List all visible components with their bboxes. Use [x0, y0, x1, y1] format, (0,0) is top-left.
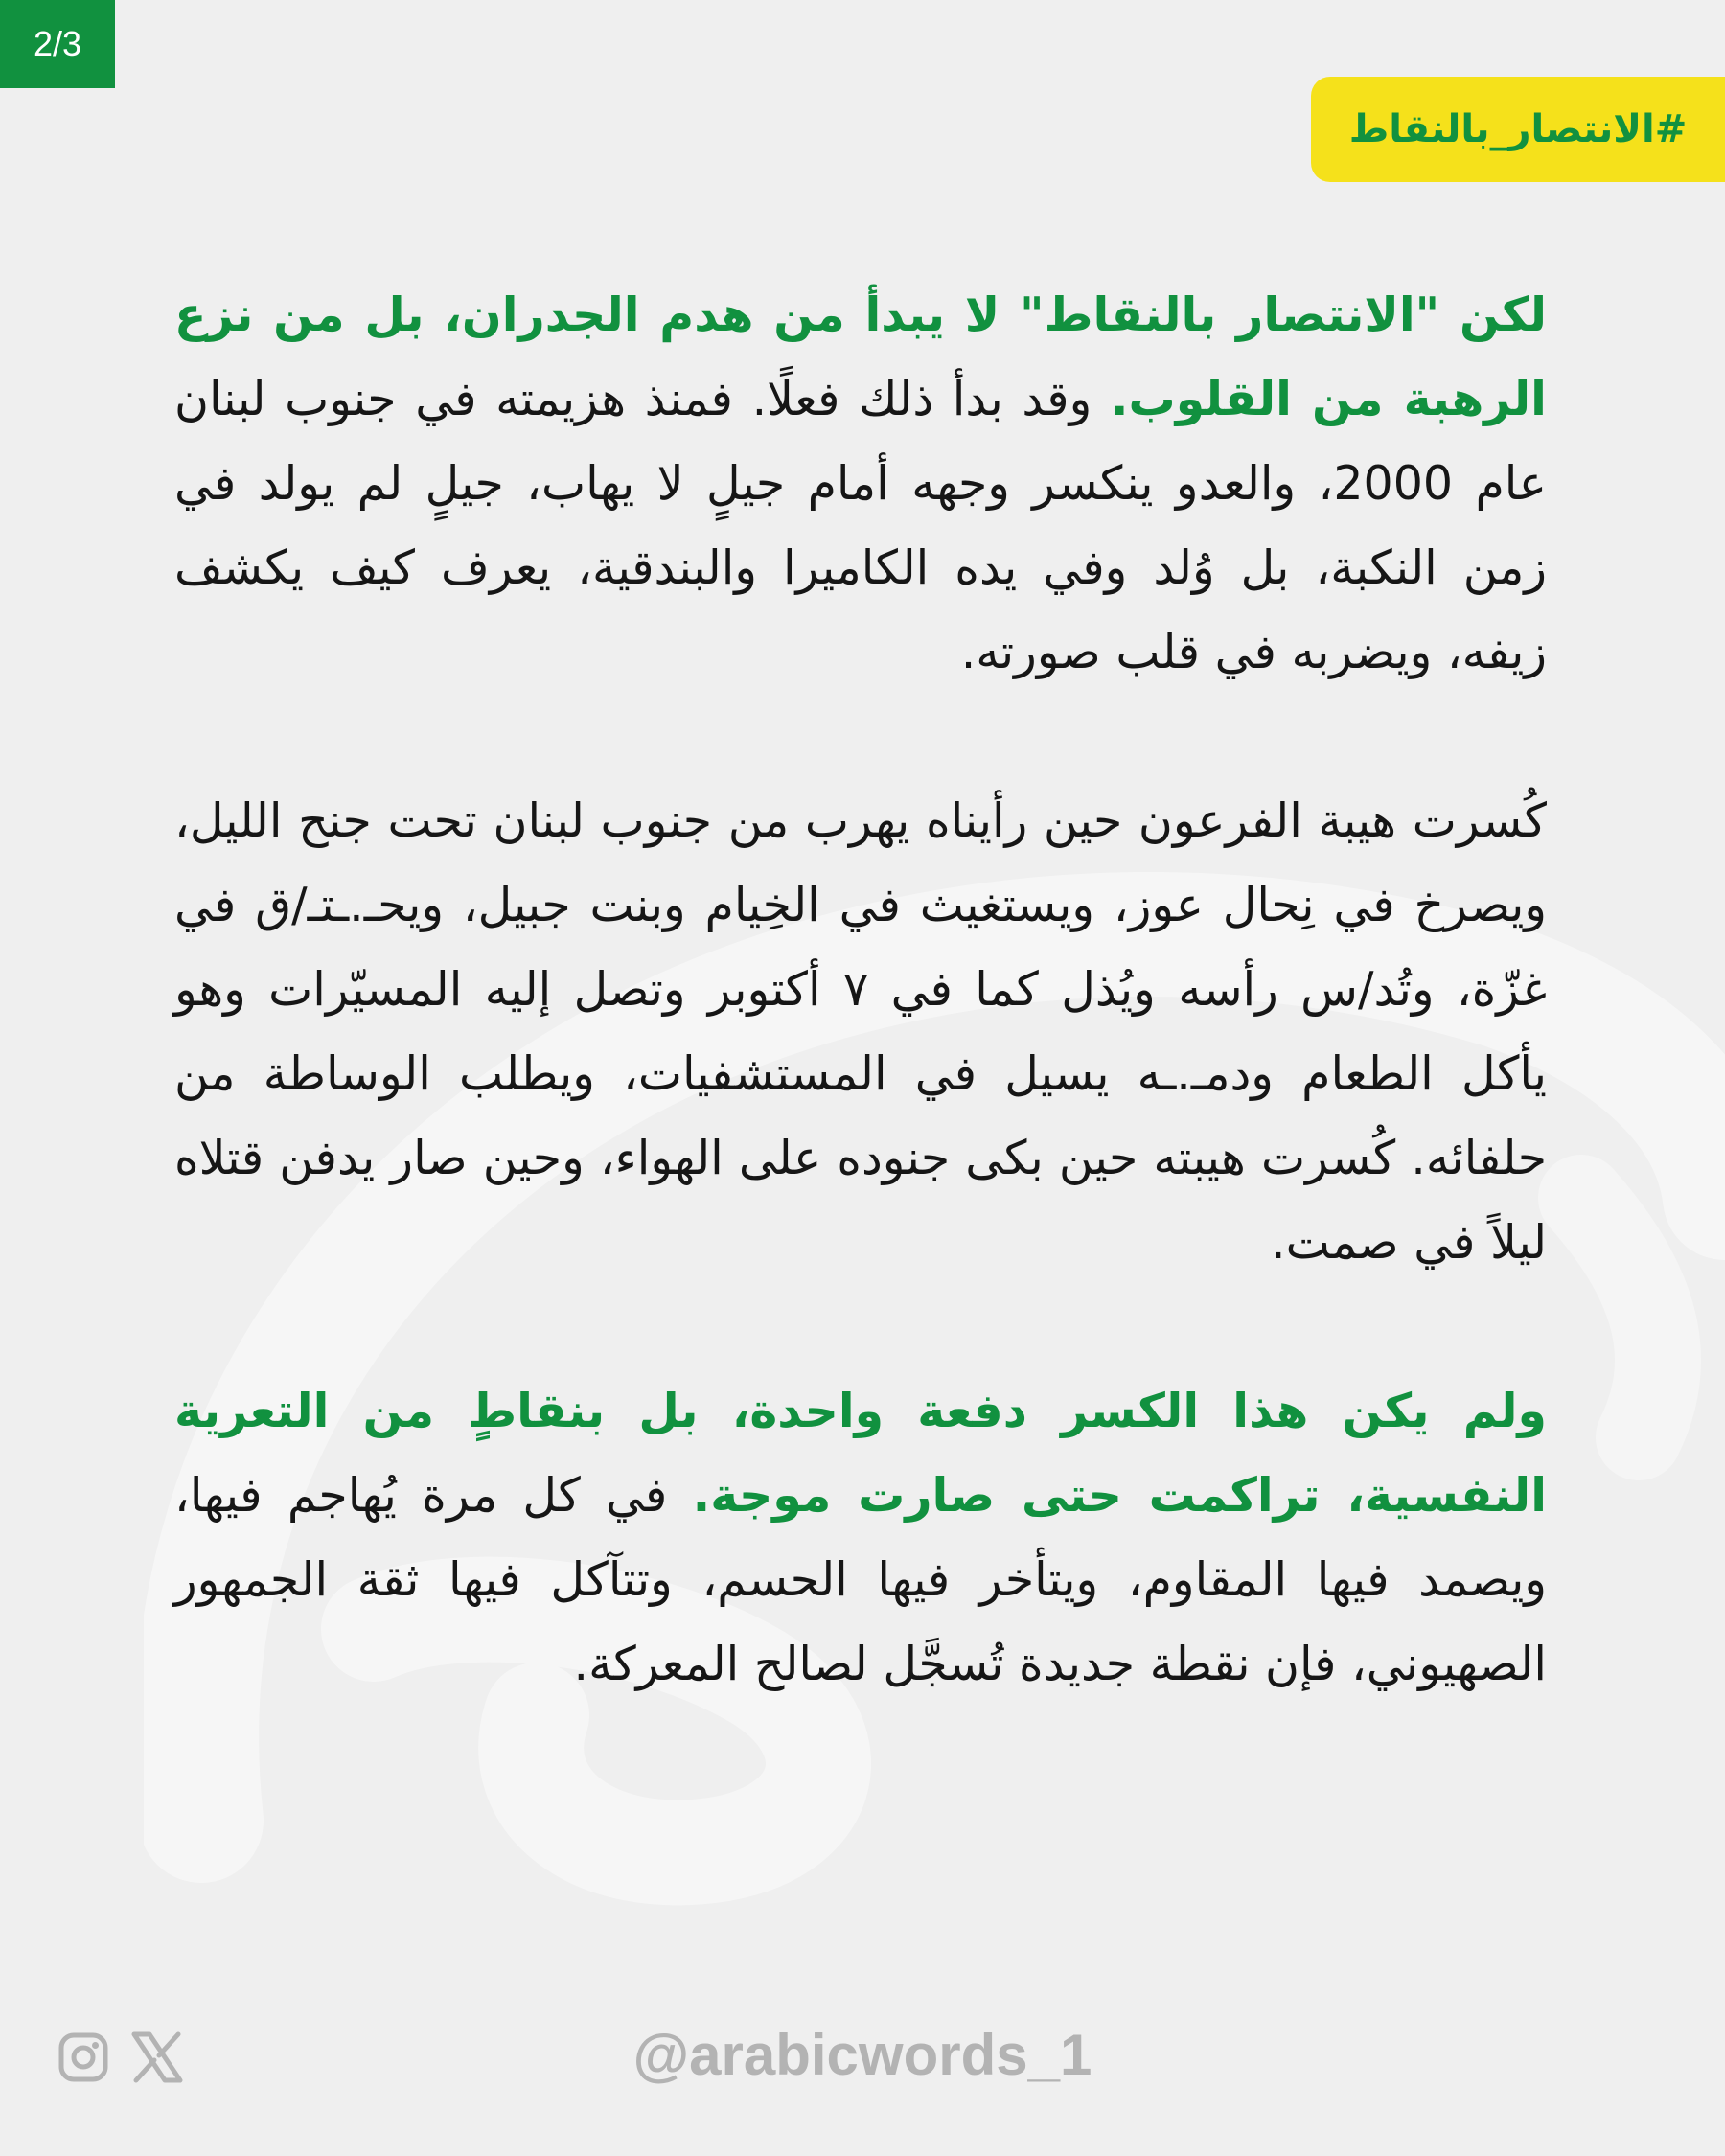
- paragraph-3-text: في كل مرة يُهاجم فيها، ويصمد فيها المقاوم، ويتأخر فيها الحسم، وتتآكل فيها ثقة الجمهور الصهيوني، فإن نقطة جديدة تُسجَّل لصالح المعركة.: [174, 1468, 1547, 1691]
- paragraph-2-text: كُسرت هيبة الفرعون حين رأيناه يهرب من جنوب لبنان تحت جنح الليل، ويصرخ في نِحال عوز، ويستغيث في الخِيام وبنت جبيل، ويحـ.ـتـ/ق في غزّة، وتُد/س رأسه ويُذل كما في ٧ أكتوبر وتصل إليه المسيّرات وهو يأكل الطعام ودمـ.ـه يسيل في المستشفيات، ويطلب الوساطة من حلفائه. كُسرت هيبته حين بكى جنوده على الهواء، وحين صار يدفن قتلاه ليلاً في صمت.: [174, 793, 1547, 1270]
- paragraph-1-text: وقد بدأ ذلك فعلًا. فمنذ هزيمته في جنوب لبنان عام 2000، والعدو ينكسر وجهه أمام جيلٍ لا يهاب، جيلٍ لم يولد في زمن النكبة، بل وُلد وفي يده الكاميرا والبندقية، يعرف كيف يكشف زيفه، ويضربه في قلب صورته.: [174, 372, 1547, 679]
- article-body: [174, 273, 1547, 1791]
- paragraph-2: [174, 779, 1547, 1285]
- hashtag-label: #الانتصار_بالنقاط: [1311, 77, 1725, 182]
- paragraph-1-highlight: لكن "الانتصار بالنقاط" لا يبدأ من هدم الجدران، بل من نزع الرهبة من القلوب.: [174, 287, 1547, 426]
- paragraph-3: [174, 1369, 1547, 1707]
- account-handle[interactable]: @arabicwords_1: [632, 2023, 1092, 2087]
- page-indicator: 2/3: [0, 0, 115, 88]
- paragraph-1: [174, 273, 1547, 695]
- paragraph-3-highlight: ولم يكن هذا الكسر دفعة واحدة، بل بنقاطٍ من التعرية النفسية، تراكمت حتى صارت موجة.: [174, 1384, 1547, 1523]
